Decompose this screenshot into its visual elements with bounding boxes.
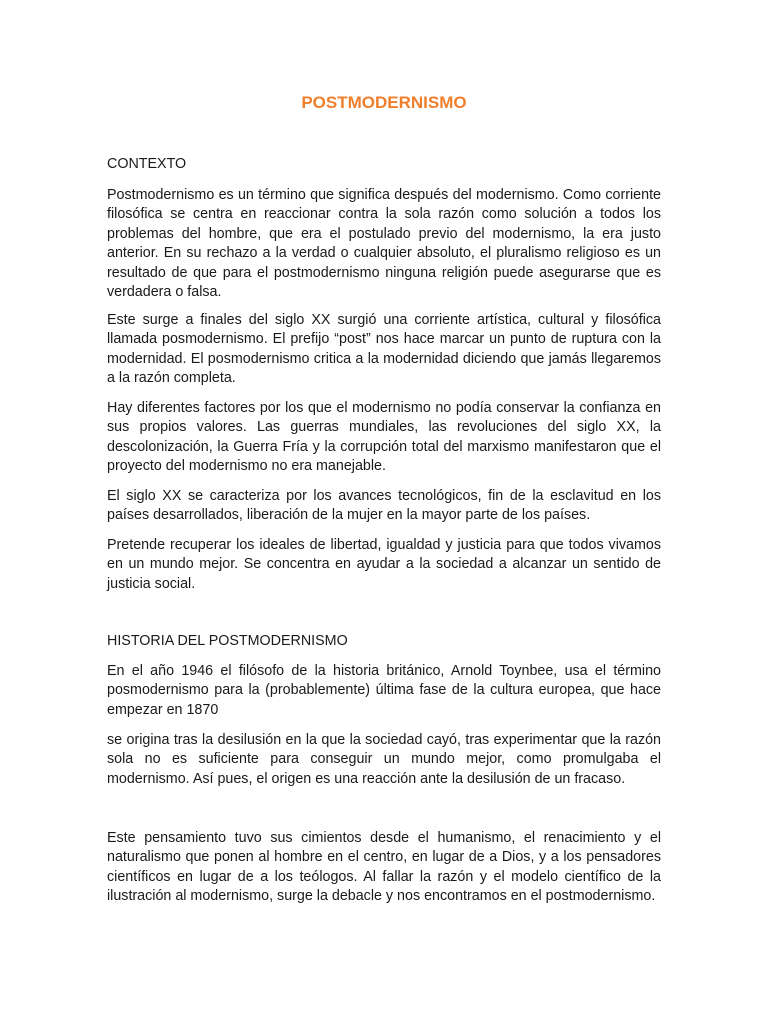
paragraph: Este surge a finales del siglo XX surgió una corriente artística, cultural y filosófica llamada posmodernismo. El prefijo “post” nos hace marcar un punto de ruptura con la modernidad. El posmodernismo critica a la modernidad diciendo que jamás llegaremos a la razón completa. xyxy=(107,312,661,387)
document-title: POSTMODERNISMO xyxy=(301,93,467,112)
section-heading-contexto: CONTEXTO xyxy=(107,156,187,172)
paragraph: En el año 1946 el filósofo de la historia británico, Arnold Toynbee, usa el término posmodernismo para la (probablemente) última fase de la cultura europea, que hace empezar en 1870 xyxy=(107,663,661,718)
paragraph: se origina tras la desilusión en la que la sociedad cayó, tras experimentar que la razón sola no es suficiente para conseguir un mundo mejor, como promulgaba el modernismo. Así pues, el origen es una reacción ante la desilusión de un fracaso. xyxy=(107,732,661,787)
paragraph: Hay diferentes factores por los que el modernismo no podía conservar la confianza en sus propios valores. Las guerras mundiales, las revoluciones del siglo XX, la descolonización, la Guerra Fría y la corrupción total del marxismo manifestaron que el proyecto del modernismo no era manejable. xyxy=(107,400,661,475)
paragraph: Pretende recuperar los ideales de libertad, igualdad y justicia para que todos vivamos en un mundo mejor. Se concentra en ayudar a la sociedad a alcanzar un sentido de justicia social. xyxy=(107,537,661,592)
paragraph: El siglo XX se caracteriza por los avances tecnológicos, fin de la esclavitud en los países desarrollados, liberación de la mujer en la mayor parte de los países. xyxy=(107,488,661,524)
paragraph: Este pensamiento tuvo sus cimientos desde el humanismo, el renacimiento y el naturalismo que ponen al hombre en el centro, en lugar de a Dios, y a los pensadores científicos en lugar de a los teólogos. Al fallar la razón y el modelo científico de la ilustración al modernismo, surge la debacle y nos encontramos en el postmodernismo. xyxy=(107,830,661,905)
section-heading-historia: HISTORIA DEL POSTMODERNISMO xyxy=(107,633,348,649)
paragraph: Postmodernismo es un término que significa después del modernismo. Como corriente filosófica se centra en reaccionar contra la sola razón como solución a todos los problemas del hombre, que era el postulado previo del modernismo, la era justo anterior. En su rechazo a la verdad o cualquier absoluto, el pluralismo religioso es un resultado de que para el postmodernismo ninguna religión puede asegurarse que es verdadera o falsa. xyxy=(107,187,661,301)
